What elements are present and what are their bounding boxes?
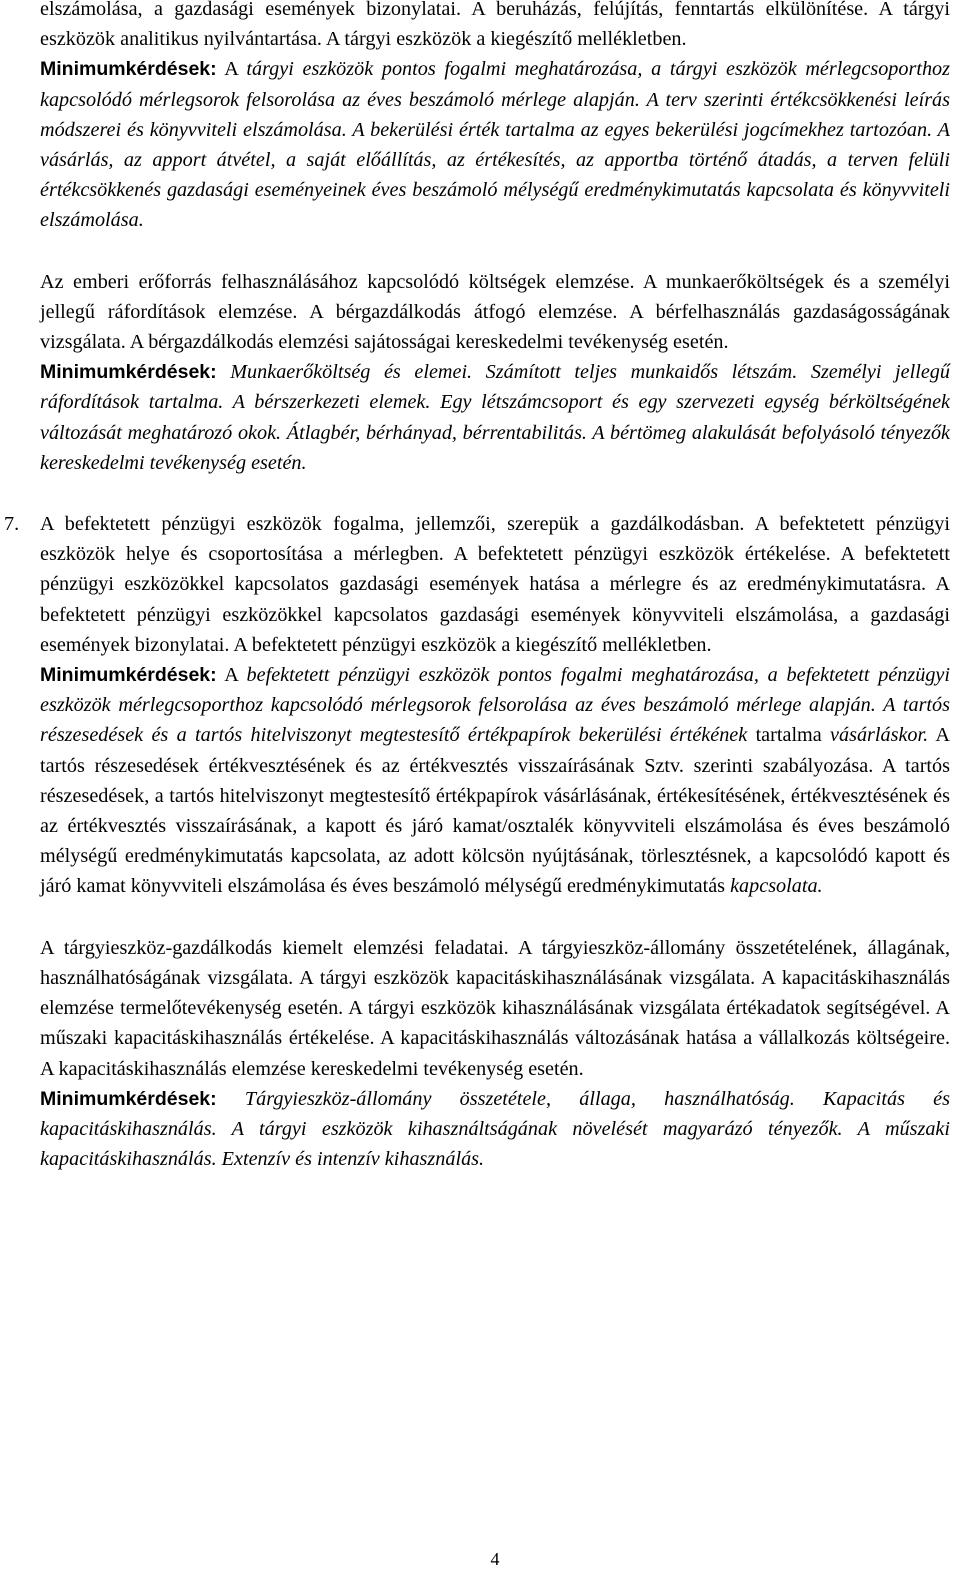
paragraph-asset-management [40,933,950,1175]
minimum-questions-text: befektetett pénzügyi eszközök pontos fogalmi meghatározása, a befektetett pénzügyi eszközök mérlegcsoporthoz kapcsolódó mérlegsorok felsorolása az éves beszámoló mérlege alapján. A tartós részesedések és a tartós hitelviszonyt megtestesítő értékpapírok bekerülési értékének [40,664,950,747]
minimum-questions-text: Tárgyieszköz-állomány összetétele, állaga, használhatóság. Kapacitás és kapacitáskihasználás. A tárgyi eszközök kihasználtságának növelését magyarázó tényezők. A műszaki kapacitáskihasználás. Extenzív és intenzív kihasználás. [40,1087,950,1171]
minimum-questions-label: Minimumkérdések: [40,361,217,384]
paragraph-tangible-assets [40,0,950,236]
item-number: 7. [4,513,20,536]
paragraph-human-resources [40,267,950,478]
document-page [4,0,951,1569]
minimum-questions-label: Minimumkérdések: [40,1087,217,1110]
minimum-questions-text: Munkaerőköltség és elemei. Számított teljes munkaidős létszám. Személyi jellegű ráfordítások tartalma. A bérszerkezeti elemek. Egy létszámcsoport és egy szervezeti egység bérköltségének változását meghatározó okok. Átlagbér, bérhányad, bérrentabilitás. A bértömeg alakulását befolyásoló tényezők kereskedelmi tevékenység esetén. [40,361,950,474]
minimum-questions-lead: A [216,58,247,81]
minimum-questions-label: Minimumkérdések: [40,664,217,687]
numbered-item-7 [4,509,951,902]
paragraph-financial-assets [40,509,950,902]
minimum-questions-text: kapcsolata. [725,875,823,898]
minimum-questions-label: Minimumkérdések: [40,58,217,81]
page-number: 4 [490,1549,500,1569]
minimum-questions-upright: A tartós részesedések értékvesztésének és az értékvesztés visszaírásának Sztv. szerinti szabályozása. A tartós részesedések, a tartós hitelviszonyt megtestesítő értékpapírok vásárlásának, értékesítésének, értékvesztésének és az értékvesztés visszaírásának, a kapott és járó kamat/osztalék könyvviteli elszámolása és éves beszámoló mélységű eredménykimutatás kapcsolata, az adott kölcsön nyújtásának, törlesztésnek, a kapcsolódó kapott és járó kamat könyvviteli elszámolása és éves beszámoló mélységű eredménykimutatás [40,724,951,898]
paragraph-text: elszámolása, a gazdasági események bizonylatai. A beruházás, felújítás, fenntartás elkülönítése. A tárgyi eszközök analitikus nyilvántartása. A tárgyi eszközök a kiegészítő mellékletben. [40,0,950,51]
minimum-questions-text: vásárláskor. [821,724,929,747]
minimum-questions-text: tárgyi eszközök pontos fogalmi meghatározása, a tárgyi eszközök mérlegcsoporthoz kapcsolódó mérlegsorok felsorolása az éves beszámoló mérlege alapján. A terv szerinti értékcsökkenési leírás módszerei és könyvviteli elszámolása. A bekerülési érték tartalma az egyes bekerülési jogcímekhez tartozóan. A vásárlás, az apport átvétel, a saját előállítás, az értékesítés, az apportba történő átadás, a terven felüli értékcsökkenés gazdasági eseményeinek éves beszámoló mélységű eredménykimutatás kapcsolata és könyvviteli elszámolása. [40,58,950,232]
paragraph-text: Az emberi erőforrás felhasználásához kapcsolódó költségek elemzése. A munkaerőköltségek és a személyi jellegű ráfordítások elemzése. A bérgazdálkodás átfogó elemzése. A bérfelhasználás gazdaságosságának vizsgálata. A bérgazdálkodás elemzési sajátosságai kereskedelmi tevékenység esetén. [40,270,950,354]
minimum-questions-upright: tartalma [755,724,822,747]
paragraph-text: A tárgyieszköz-gazdálkodás kiemelt elemzési feladatai. A tárgyieszköz-állomány összetételének, állagának, használhatóságának vizsgálata. A tárgyi eszközök kapacitáskihasználásának vizsgálata. A kapacitáskihasználás elemzése termelőtevékenység esetén. A tárgyi eszközök kihasználásának vizsgálata értékadatok segítségével. A műszaki kapacitáskihasználás értékelése. A kapacitáskihasználás változásának hatása a vállalkozás költségeire. A kapacitáskihasználás elemzése kereskedelmi tevékenység esetén. [40,936,950,1080]
minimum-questions-lead: A [216,664,247,687]
paragraph-text: A befektetett pénzügyi eszközök fogalma, jellemzői, szerepük a gazdálkodásban. A befektetett pénzügyi eszközök helye és csoportosítása a mérlegben. A befektetett pénzügyi eszközök értékelése. A befektetett pénzügyi eszközökkel kapcsolatos gazdasági események hatása a mérlegre és az eredménykimutatásra. A befektetett pénzügyi eszközökkel kapcsolatos gazdasági események könyvviteli elszámolása, a gazdasági események bizonylatai. A befektetett pénzügyi eszközök a kiegészítő mellékletben. [40,513,950,656]
